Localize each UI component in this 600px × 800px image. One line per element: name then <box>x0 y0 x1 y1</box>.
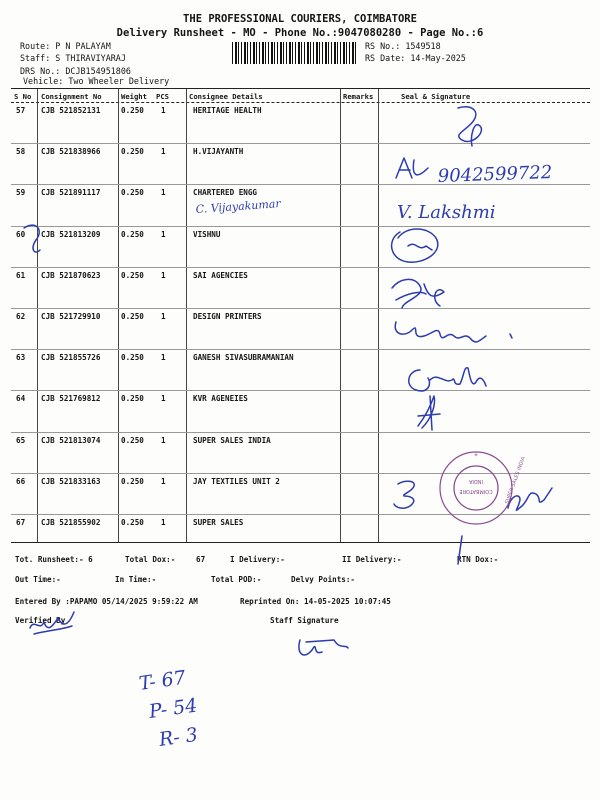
col-header-consignment: Consignment No <box>41 92 102 101</box>
tally-return: R- 3 <box>157 723 200 751</box>
stamp-company: SUPER SALES INDIA <box>504 456 527 505</box>
reprinted-on: Reprinted On: 14-05-2025 10:07:45 <box>240 597 391 606</box>
cell-consignment: CJB 521852131 <box>41 106 101 115</box>
tally-total: T- 67 <box>137 666 188 695</box>
cell-consignment: CJB 521769812 <box>41 394 101 404</box>
rs-date: RS Date: 14-May-2025 <box>365 53 466 63</box>
cell-pcs: 1 <box>161 518 166 527</box>
out-time: Out Time:- <box>15 575 61 584</box>
cell-pcs: 1 <box>161 435 166 445</box>
cell-weight: 0.250 <box>121 518 144 527</box>
col-header-consignee: Consignee Details <box>189 92 263 101</box>
verified-by: Verified By <box>15 616 66 625</box>
cell-pcs: 1 <box>161 147 166 157</box>
cell-consignee: SAI AGENCIES <box>193 270 248 280</box>
signature-row-62 <box>395 322 512 342</box>
cell-weight: 0.250 <box>121 147 144 157</box>
cell-consignee: H.VIJAYANTH <box>193 147 244 157</box>
cell-weight: 0.250 <box>121 394 144 404</box>
cell-consignee: VISHNU <box>193 229 221 239</box>
cell-consignee: GANESH SIVASUBRAMANIAN <box>193 353 294 363</box>
handwritten-v-lakshmi: V. Lakshmi <box>397 202 496 223</box>
row-60-tick-mark <box>24 225 40 252</box>
cell-weight: 0.250 <box>121 188 144 198</box>
col-header-remarks: Remarks <box>343 92 374 101</box>
verified-by-signature <box>30 612 74 634</box>
signature-row-63 <box>409 368 486 391</box>
stamp-city: COIMBATORE <box>459 488 493 494</box>
delvy-points: Delvy Points:- <box>291 575 356 584</box>
staff-signature-label: Staff Signature <box>270 616 339 625</box>
cell-weight: 0.250 <box>121 353 144 363</box>
cell-pcs: 1 <box>161 229 166 239</box>
signature-row-61 <box>392 279 444 308</box>
in-time: In Time:- <box>115 575 157 584</box>
handwritten-phone: 9042599722 <box>437 162 553 187</box>
signature-row-64 <box>418 396 440 430</box>
cell-consignment: CJB 521813074 <box>41 435 101 445</box>
cell-pcs: 1 <box>161 312 166 321</box>
col-header-sno: S No <box>14 92 32 101</box>
rtn-dox: RTN Dox:- <box>457 555 499 564</box>
cell-consignment: CJB 521855726 <box>41 353 101 363</box>
cell-consignment: CJB 521838966 <box>41 147 101 157</box>
cell-consignee: DESIGN PRINTERS <box>193 312 262 321</box>
cell-weight: 0.250 <box>121 106 144 115</box>
cell-sno: 60 <box>16 229 26 239</box>
cell-consignment: CJB 521870623 <box>41 270 101 280</box>
cell-consignee: SUPER SALES INDIA <box>193 435 271 445</box>
cell-consignment: CJB 521729910 <box>41 312 101 321</box>
cell-weight: 0.250 <box>121 312 144 321</box>
cell-pcs: 1 <box>161 476 166 486</box>
signature-row-60 <box>392 229 438 262</box>
cell-sno: 66 <box>16 476 26 486</box>
tot-runsheet: Tot. Runsheet:- 6 <box>15 555 93 564</box>
cell-pcs: 1 <box>161 188 166 198</box>
vehicle: Vehicle: Two Wheeler Delivery <box>23 76 170 86</box>
cell-weight: 0.250 <box>121 476 144 486</box>
col-header-weight: Weight <box>121 92 147 101</box>
signature-row-57 <box>458 107 481 146</box>
cell-consignee: CHARTERED ENGG <box>193 188 258 198</box>
cell-consignee: HERITAGE HEALTH <box>193 106 262 115</box>
staff: Staff: S THIRAVIYARAJ <box>20 53 126 63</box>
tally-pod: P- 54 <box>147 694 199 723</box>
cell-sno: 67 <box>16 518 26 527</box>
cell-consignee: JAY TEXTILES UNIT 2 <box>193 476 280 486</box>
cell-sno: 63 <box>16 353 26 363</box>
cell-sno: 64 <box>16 394 26 404</box>
i-delivery: I Delivery:- <box>230 555 285 564</box>
cell-consignee: SUPER SALES <box>193 518 244 527</box>
total-dox-label: Total Dox:- <box>125 555 176 564</box>
cell-pcs: 1 <box>161 106 166 115</box>
cell-pcs: 1 <box>161 394 166 404</box>
cell-weight: 0.250 <box>121 435 144 445</box>
cell-consignment: CJB 521833163 <box>41 476 101 486</box>
cell-weight: 0.250 <box>121 229 144 239</box>
cell-sno: 59 <box>16 188 26 198</box>
col-header-pcs: PCS <box>156 92 169 101</box>
cell-pcs: 1 <box>161 353 166 363</box>
handwritten-c-vijayakumar: C. Vijayakumar <box>195 197 282 216</box>
cell-consignment: CJB 521813209 <box>41 229 101 239</box>
total-pod: Total POD:- <box>211 575 262 584</box>
cell-sno: 57 <box>16 106 26 115</box>
cell-consignment: CJB 521891117 <box>41 188 101 198</box>
total-dox-value: 67 <box>196 555 206 564</box>
ii-delivery: II Delivery:- <box>342 555 402 564</box>
stamp-star: * <box>474 452 478 460</box>
cell-consignee: KVR AGENEIES <box>193 394 248 404</box>
runsheet-subtitle: Delivery Runsheet - MO - Phone No.:9047080280 - Page No.:6 <box>116 27 484 39</box>
signature-row-66 <box>394 481 414 508</box>
rtn-dox-mark <box>458 536 462 564</box>
company-seal-stamp <box>436 448 527 528</box>
cell-sno: 61 <box>16 270 26 280</box>
route: Route: P N PALAYAM <box>20 41 111 51</box>
cell-sno: 62 <box>16 312 26 321</box>
drs-number: DRS No.: DCJB154951806 <box>20 66 131 76</box>
cell-sno: 58 <box>16 147 26 157</box>
stamp-country: INDIA <box>469 478 483 484</box>
signature-row-58 <box>396 158 428 178</box>
cell-consignment: CJB 521855902 <box>41 518 101 527</box>
cell-weight: 0.250 <box>121 270 144 280</box>
entered-by: Entered By :PAPAMO 05/14/2025 9:59:22 AM <box>15 597 198 606</box>
rs-number: RS No.: 1549518 <box>365 41 441 51</box>
cell-pcs: 1 <box>161 270 166 280</box>
col-header-seal-signature: Seal & Signature <box>401 92 471 101</box>
staff-signature <box>299 640 348 655</box>
cell-sno: 65 <box>16 435 26 445</box>
company-name: THE PROFESSIONAL COURIERS, COIMBATORE <box>183 13 417 25</box>
